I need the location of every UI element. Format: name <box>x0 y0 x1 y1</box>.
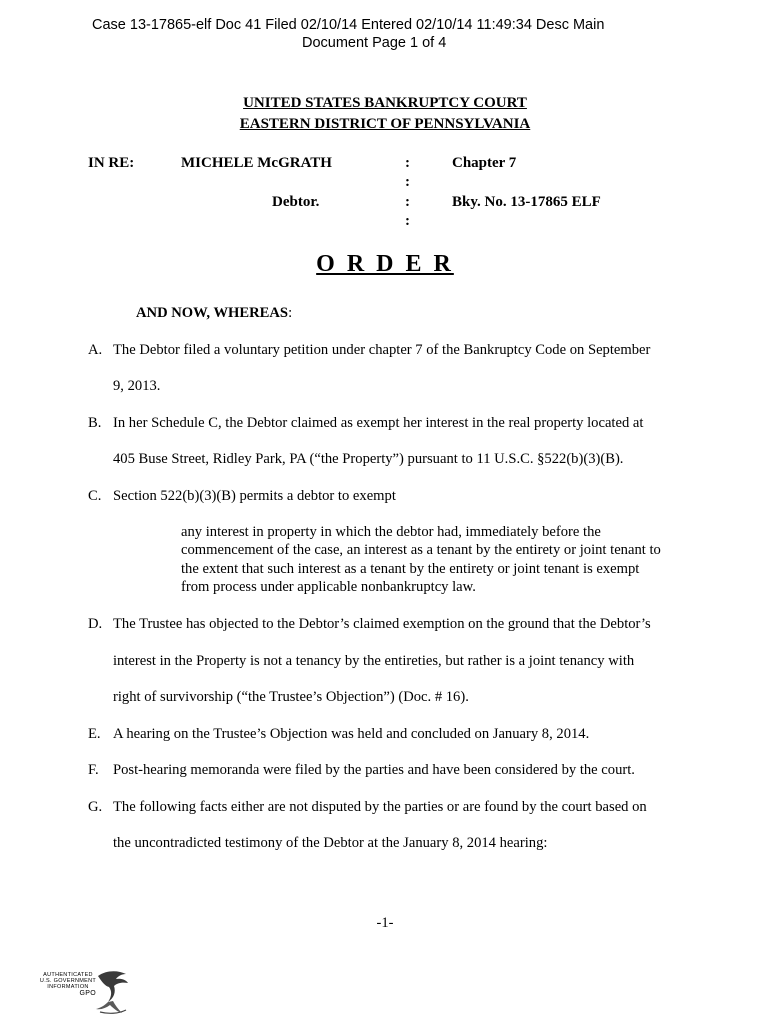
caption-colon: : <box>405 194 410 210</box>
paragraph-letter: B. <box>88 415 102 431</box>
seal-line: GPO <box>79 989 96 997</box>
caption-colon: : <box>405 155 410 171</box>
caption-colon: : <box>405 213 410 229</box>
paragraph-g-line2: the uncontradicted testimony of the Debtor at the January 8, 2014 hearing: <box>113 835 548 851</box>
eagle-seal-icon <box>92 968 134 1016</box>
paragraph-letter: E. <box>88 726 101 742</box>
block-quote-line3: the extent that such interest as a tenant by the entirety or joint tenant is exempt <box>181 561 640 577</box>
paragraph-letter: G. <box>88 799 103 815</box>
court-name: UNITED STATES BANKRUPTCY COURT <box>243 95 527 111</box>
paragraph-letter: C. <box>88 488 102 504</box>
paragraph-d-line3: right of survivorship (“the Trustee’s Objection”) (Doc. # 16). <box>113 689 469 705</box>
page-number: -1- <box>376 915 394 931</box>
debtor-label: Debtor. <box>272 194 320 210</box>
paragraph-a-line2: 9, 2013. <box>113 378 161 394</box>
seal-line: INFORMATION <box>47 984 89 991</box>
debtor-name: MICHELE McGRATH <box>181 155 332 171</box>
seal-text <box>36 972 100 997</box>
paragraph-b-line2: 405 Buse Street, Ridley Park, PA (“the Property”) pursuant to 11 U.S.C. §522(b)(3)(B). <box>113 451 624 467</box>
paragraph-d-line2: interest in the Property is not a tenancy by the entireties, but rather is a joint tenancy with <box>113 653 635 669</box>
docket-header-line2: Document Page 1 of 4 <box>302 35 447 51</box>
paragraph-f-line1: Post-hearing memoranda were filed by the parties and have been considered by the court. <box>113 762 635 778</box>
intro-text: AND NOW, WHEREAS <box>136 305 289 321</box>
seal-line: AUTHENTICATED <box>43 972 93 978</box>
docket-header-line1: Case 13-17865-elf Doc 41 Filed 02/10/14 Entered 02/10/14 11:49:34 Desc Main <box>92 17 605 33</box>
intro-colon: : <box>288 305 293 321</box>
in-re-label: IN RE: <box>88 155 135 171</box>
paragraph-d-line1: The Trustee has objected to the Debtor’s claimed exemption on the ground that the Debtor’s <box>113 616 651 632</box>
paragraph-e-line1: A hearing on the Trustee’s Objection was held and concluded on January 8, 2014. <box>113 726 590 742</box>
gpo-authentication-seal <box>36 968 136 1018</box>
court-district: EASTERN DISTRICT OF PENNSYLVANIA <box>239 116 531 132</box>
paragraph-a-line1: The Debtor filed a voluntary petition under chapter 7 of the Bankruptcy Code on September <box>113 342 651 358</box>
paragraph-letter: D. <box>88 616 103 632</box>
paragraph-letter: A. <box>88 342 103 358</box>
case-number: Bky. No. 13-17865 ELF <box>452 194 601 210</box>
block-quote-line1: any interest in property in which the debtor had, immediately before the <box>181 524 601 540</box>
seal-line: U.S. GOVERNMENT <box>39 978 97 985</box>
paragraph-b-line1: In her Schedule C, the Debtor claimed as exempt her interest in the real property located at <box>113 415 644 431</box>
block-quote-line2: commencement of the case, an interest as a tenant by the entirety or joint tenant to <box>181 542 661 558</box>
caption-colon: : <box>405 174 410 190</box>
paragraph-letter: F. <box>88 762 99 778</box>
paragraph-c-line1: Section 522(b)(3)(B) permits a debtor to exempt <box>113 488 396 504</box>
intro-line <box>136 305 292 322</box>
paragraph-g-line1: The following facts either are not disputed by the parties or are found by the court based on <box>113 799 647 815</box>
order-title: O R D E R <box>316 251 454 277</box>
chapter-label: Chapter 7 <box>452 155 517 171</box>
block-quote-line4: from process under applicable nonbankruptcy law. <box>181 579 476 595</box>
